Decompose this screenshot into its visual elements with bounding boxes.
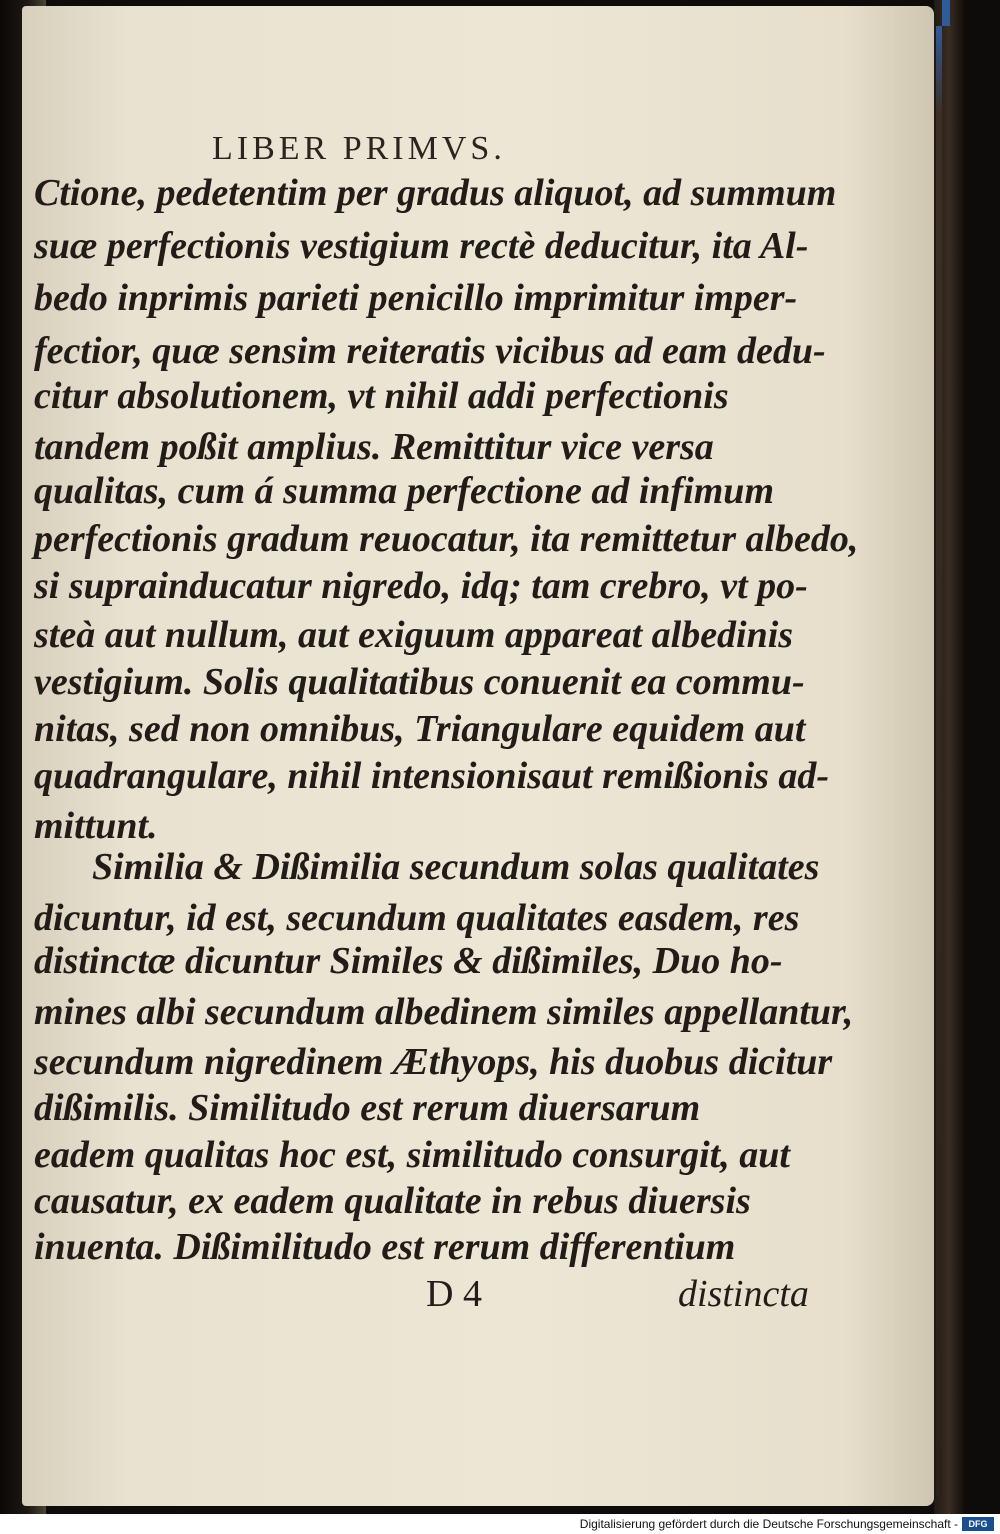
text-line: qualitas, cum á summa perfectione ad infimum <box>34 470 774 512</box>
text-line: quadrangulare, nihil intensionisaut remißionis ad- <box>34 755 830 797</box>
text-line: tandem poßit amplius. Remittitur vice versa <box>34 426 714 468</box>
text-line: inuenta. Dißimilitudo est rerum differentium <box>34 1226 736 1268</box>
text-line: nitas, sed non omnibus, Triangulare equidem aut <box>34 708 806 750</box>
blue-corner-mark <box>942 0 950 26</box>
cover-ribbon <box>936 26 942 1496</box>
text-line: eadem qualitas hoc est, similitudo consurgit, aut <box>34 1134 790 1176</box>
text-line: mines albi secundum albedinem similes appellantur, <box>34 991 854 1033</box>
signature-mark: D 4 <box>426 1273 482 1315</box>
book-page <box>22 6 934 1506</box>
text-line: secundum nigredinem Æthyops, his duobus dicitur <box>34 1041 833 1083</box>
text-line: fectior, quæ sensim reiteratis vicibus ad eam dedu- <box>34 330 826 372</box>
text-line: bedo inprimis parieti penicillo imprimitur imper- <box>34 277 798 319</box>
dfg-logo: DFG <box>962 1517 994 1531</box>
text-line: suæ perfectionis vestigium rectè deducitur, ita Al- <box>34 225 809 267</box>
page-text-block <box>22 6 934 1506</box>
running-header: LIBER PRIMVS. <box>212 130 506 167</box>
catchword: distincta <box>678 1273 809 1315</box>
text-line: vestigium. Solis qualitatibus conuenit ea commu- <box>34 661 805 703</box>
funding-credit: Digitalisierung gefördert durch die Deutsche Forschungsgemeinschaft - <box>579 1517 958 1531</box>
text-line: perfectionis gradum reuocatur, ita remittetur albedo, <box>34 518 859 560</box>
text-line: dicuntur, id est, secundum qualitates easdem, res <box>34 897 800 939</box>
text-line: dißimilis. Similitudo est rerum diuersarum <box>34 1087 701 1129</box>
text-line: si suprainducatur nigredo, idq; tam crebro, vt po- <box>34 565 808 607</box>
text-line: Similia & Dißimilia secundum solas qualitates <box>92 846 820 888</box>
text-line: citur absolutionem, vt nihil addi perfectionis <box>34 375 729 417</box>
text-line: causatur, ex eadem qualitate in rebus diuersis <box>34 1180 751 1222</box>
text-line: distinctæ dicuntur Similes & dißimiles, Duo ho- <box>34 940 783 982</box>
text-line: mittunt. <box>34 805 158 847</box>
text-line: steà aut nullum, aut exiguum appareat albedinis <box>34 614 794 656</box>
text-line: Ctione, pedetentim per gradus aliquot, ad summum <box>34 172 837 214</box>
